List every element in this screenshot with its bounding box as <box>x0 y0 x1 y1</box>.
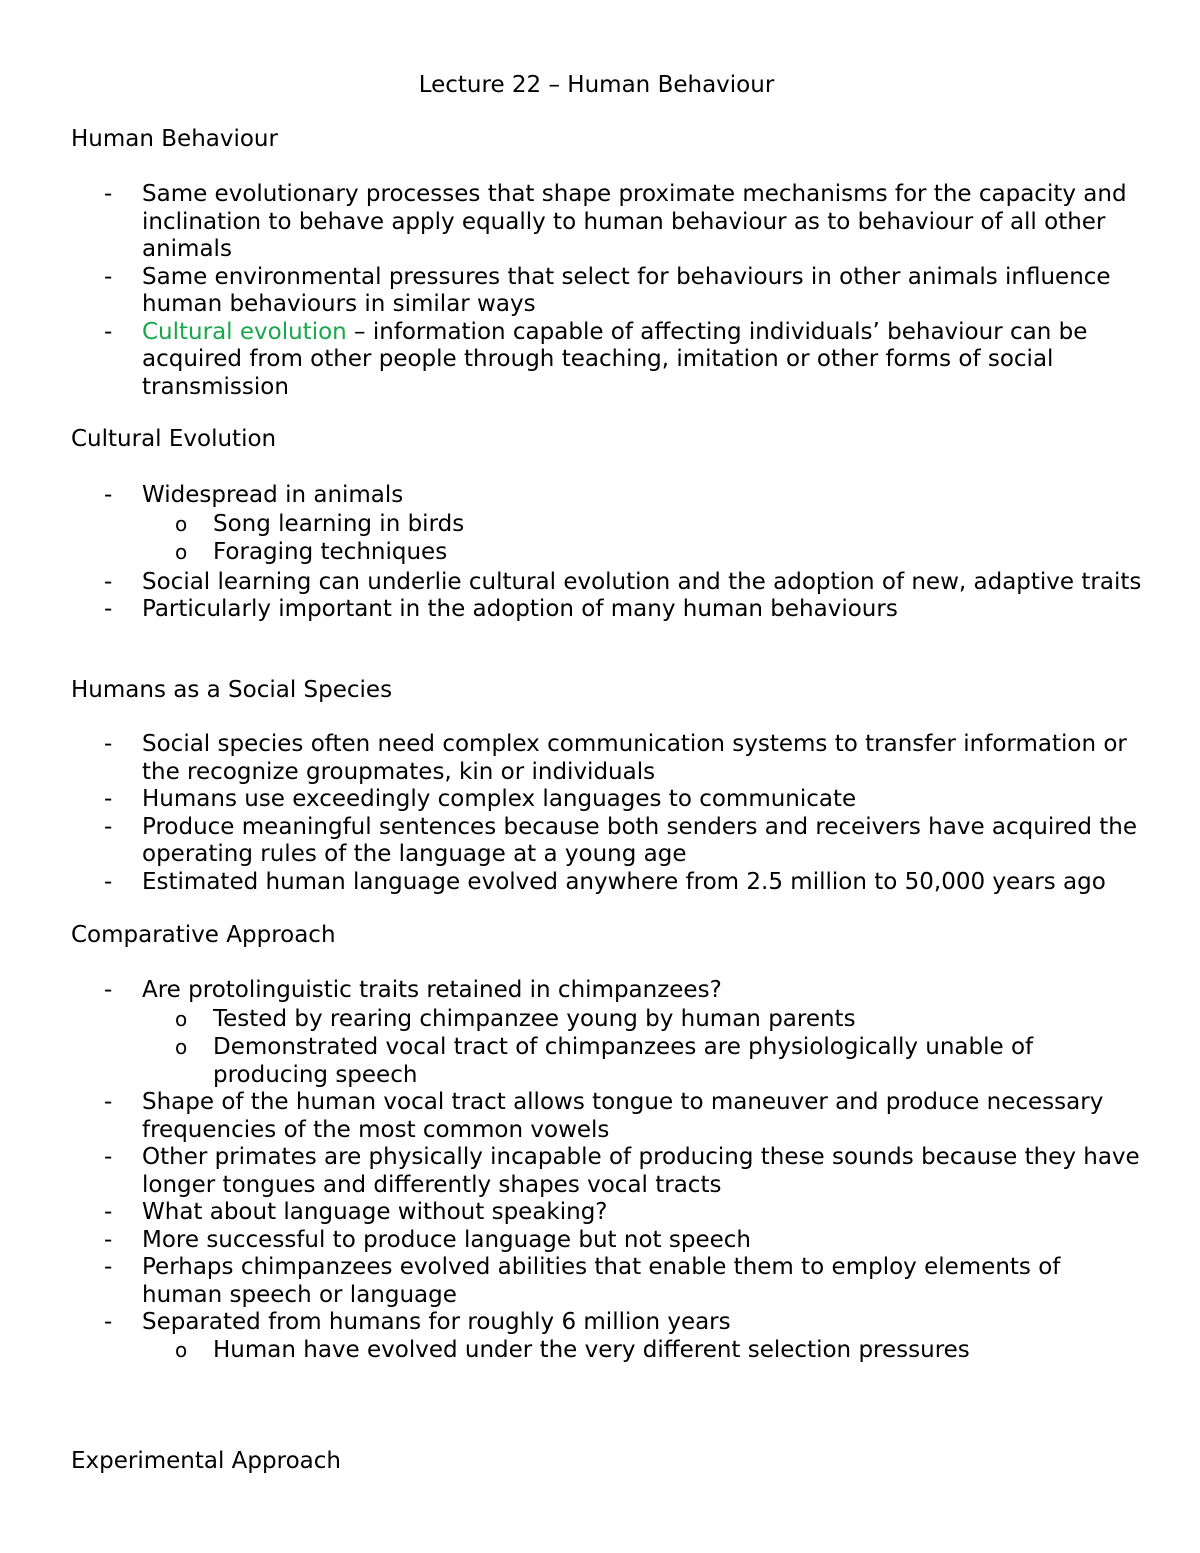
list-item: - Are protolinguistic traits retained in chimpanzees? o Tested by rearing chimpanzee young by human parents o Demonstrated vocal tract of chimpanzees are physiologically unable of producing speech <box>0 977 1142 1089</box>
sub-list-item: o Song learning in birds <box>175 510 465 537</box>
heading-comparative-approach: Comparative Approach <box>71 922 336 948</box>
page-title: Lecture 22 – Human Behaviour <box>418 72 775 98</box>
list-item: - Social learning can underlie cultural evolution and the adoption of new, adaptive traits <box>104 568 1142 595</box>
list-comparative-approach <box>0 977 1142 1364</box>
heading-human-behaviour: Human Behaviour <box>71 126 278 152</box>
list-item: - Cultural evolution – information capable of affecting individuals’ behaviour can be acquired from other people through teaching, imitation or other forms of social transmission <box>104 318 1088 400</box>
list-item: - Separated from humans for roughly 6 million years o Human have evolved under the very different selection pressures <box>0 1309 1142 1364</box>
list-cultural-evolution <box>0 482 1142 624</box>
sub-list-item: o Tested by rearing chimpanzee young by human parents <box>175 1005 856 1032</box>
list-item: - Same evolutionary processes that shape proximate mechanisms for the capacity and inclination to behave apply equally to human behaviour as to behaviour of all other animals <box>104 181 1127 262</box>
list-item: - Social species often need complex communication systems to transfer information or the recognize groupmates, kin or individuals <box>104 731 1127 785</box>
list-item: - More successful to produce language but not speech <box>104 1226 751 1253</box>
list-item: - Particularly important in the adoption of many human behaviours <box>104 596 898 622</box>
list-human-behaviour <box>0 181 1142 401</box>
list-item: - Humans use exceedingly complex languages to communicate <box>104 786 857 812</box>
list-item: - Produce meaningful sentences because both senders and receivers have acquired the operating rules of the language at a young age <box>104 813 1137 867</box>
list-item: - Perhaps chimpanzees evolved abilities that enable them to employ elements of human speech or language <box>104 1254 1061 1308</box>
list-item: - Other primates are physically incapable of producing these sounds because they have longer tongues and differently shapes vocal tracts <box>104 1144 1140 1198</box>
list-item: - Same environmental pressures that select for behaviours in other animals influence human behaviours in similar ways <box>104 263 1111 317</box>
list-item: - Widespread in animals o Song learning in birds o Foraging techniques <box>0 482 1142 567</box>
sub-list <box>142 511 1142 567</box>
heading-cultural-evolution: Cultural Evolution <box>71 426 277 452</box>
sub-list-item: o Foraging techniques <box>175 539 448 565</box>
list-item: - Estimated human language evolved anywhere from 2.5 million to 50,000 years ago <box>104 868 1106 895</box>
sub-list-item: o Demonstrated vocal tract of chimpanzees are physiologically unable of producing speech <box>175 1034 1034 1088</box>
list-item: - Shape of the human vocal tract allows tongue to maneuver and produce necessary frequencies of the most common vowels <box>104 1089 1104 1143</box>
list-item: - What about language without speaking? <box>104 1199 608 1225</box>
sub-list-item: o Human have evolved under the very different selection pressures <box>175 1336 970 1363</box>
list-social-species <box>0 731 1182 896</box>
heading-social-species: Humans as a Social Species <box>71 677 393 703</box>
sub-list <box>142 1337 1142 1365</box>
sub-list <box>142 1006 1142 1090</box>
heading-experimental-approach: Experimental Approach <box>71 1448 341 1474</box>
cultural-evolution-term: Cultural evolution <box>142 318 347 345</box>
